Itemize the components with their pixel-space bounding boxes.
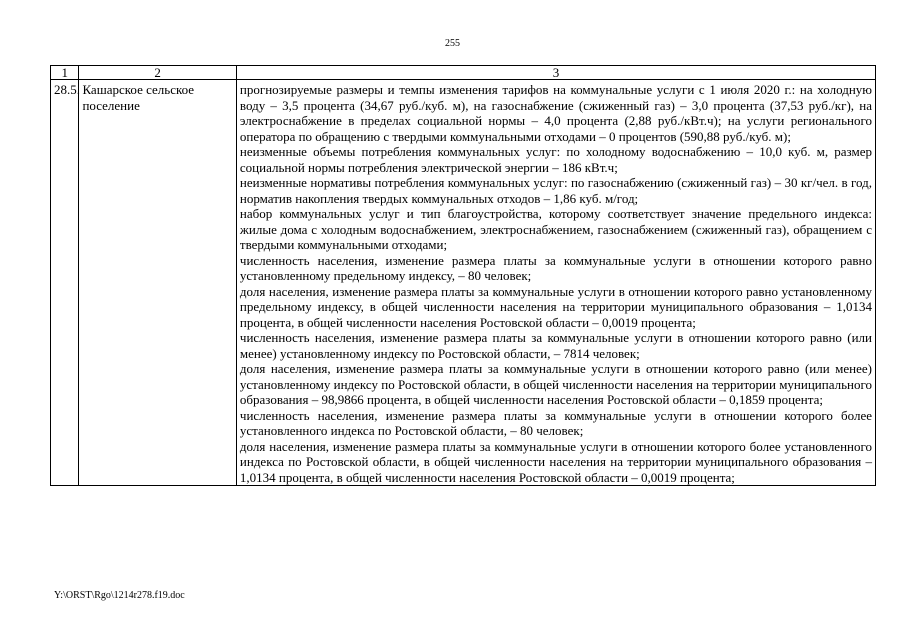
paragraph-services-set: набор коммунальных услуг и тип благоустройства, которому соответствует значение предельного индекса: жилые дома с холодным водоснабжением, электроснабжением, газоснабжением (сжиженный газ), обращением с твердыми коммунальными отходами;	[239, 206, 872, 252]
row-number: 28.5.	[51, 80, 79, 486]
paragraph-share-equal: доля населения, изменение размера платы за коммунальные услуги в отношении которого равно установленному предельному индексу, в общей численности населения на территории муниципального образования – 1,0134 процента, в общей численности населения Ростовской области – 0,0019 процента;	[239, 283, 872, 330]
paragraph-consumption-norms: неизменные нормативы потребления коммунальных услуг: по газоснабжению (сжиженный газ) – 30 кг/чел. в год, норматив накопления твердых коммунальных отходов – 1,86 куб. м/год;	[239, 175, 872, 206]
paragraph-consumption-volumes: неизменные объемы потребления коммунальных услуг: по холодному водоснабжению – 10,0 куб. м, размер социальной нормы потребления электрической энергии – 186 кВт.ч;	[239, 144, 872, 175]
paragraph-tariffs: прогнозируемые размеры и темпы изменения тарифов на коммунальные услуги с 1 июля 2020 г.: на холодную воду – 3,5 процента (34,67 руб./куб. м), на газоснабжение (сжиженный газ) – 3,0 процента (37,53 руб./кг), на электроснабжение в пределах социальной нормы – 4,0 процента (2,88 руб./кВт.ч); на услуги регионального оператора по обращению с твердыми коммунальными отходами – 0 процентов (590,88 руб./куб. м);	[239, 82, 872, 144]
paragraph-share-more: доля населения, изменение размера платы за коммунальные услуги в отношении которого более установленного индекса по Ростовской области, в общей численности населения на территории муниципального образования – 1,0134 процента, в общей численности населения Ростовской области – 0,0019 процента;	[239, 438, 872, 485]
header-cell-1: 1	[51, 66, 79, 80]
table-row	[51, 80, 876, 486]
paragraph-population-equal: численность населения, изменение размера платы за коммунальные услуги в отношении которого равно установленному предельному индексу, – 80 человек;	[239, 252, 872, 283]
page-number: 255	[445, 38, 460, 49]
footer-file-path: Y:\ORST\Rgo\1214r278.f19.doc	[54, 590, 185, 601]
header-cell-3: 3	[236, 66, 875, 80]
paragraph-population-more: численность населения, изменение размера платы за коммунальные услуги в отношении которого более установленного индекса по Ростовской области, – 80 человек;	[239, 407, 872, 438]
settlement-name: Кашарское сельское поселение	[79, 80, 236, 486]
paragraph-share-less: доля населения, изменение размера платы за коммунальные услуги в отношении которого равно (или менее) установленному индексу по Ростовской области, в общей численности населения на территории муниципального образования – 98,9866 процента, в общей численности населения Ростовской области – 0,1859 процента;	[239, 361, 872, 407]
data-table	[50, 65, 876, 486]
header-cell-2: 2	[79, 66, 236, 80]
table-header-row	[51, 66, 876, 80]
paragraph-population-less: численность населения, изменение размера платы за коммунальные услуги в отношении которого равно (или менее) установленному индексу по Ростовской области, – 7814 человек;	[239, 330, 872, 361]
description-cell	[236, 80, 875, 486]
